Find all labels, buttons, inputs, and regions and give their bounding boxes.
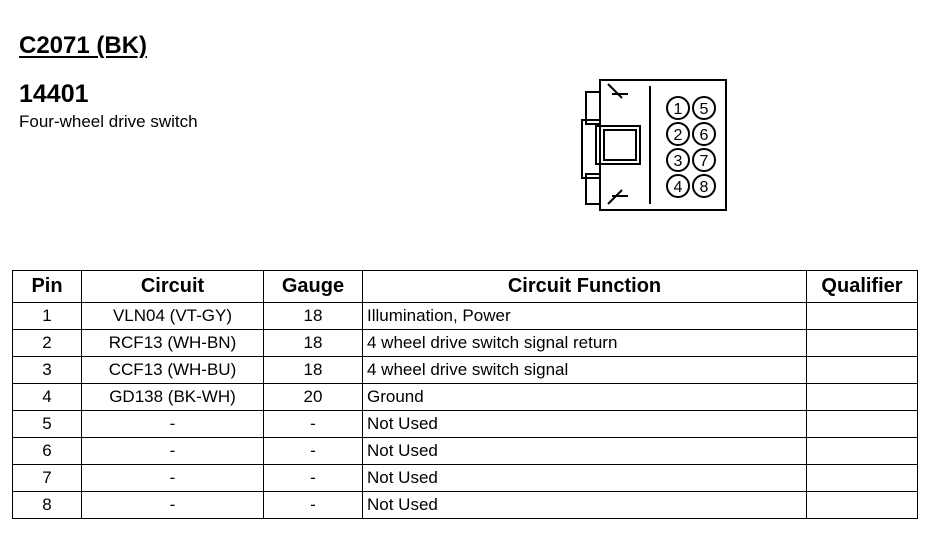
part-number: 14401 — [19, 80, 89, 108]
circuit-cell: GD138 (BK-WH) — [82, 384, 264, 411]
circuit-cell: RCF13 (WH-BN) — [82, 330, 264, 357]
pin-number-label: 4 — [673, 179, 683, 196]
pin-cell: 1 — [13, 303, 82, 330]
pin-cell: 4 — [13, 384, 82, 411]
circuit-cell: - — [82, 411, 264, 438]
function-cell: Not Used — [363, 492, 807, 519]
table-header-row — [13, 271, 918, 303]
pin-cell: 3 — [13, 357, 82, 384]
qualifier-cell — [807, 492, 918, 519]
pin-number-label: 6 — [699, 127, 709, 144]
qualifier-cell — [807, 357, 918, 384]
function-cell: 4 wheel drive switch signal return — [363, 330, 807, 357]
gauge-cell: 18 — [264, 303, 363, 330]
pin-cell: 7 — [13, 465, 82, 492]
circuit-cell: - — [82, 492, 264, 519]
qualifier-cell — [807, 438, 918, 465]
circuit-cell: VLN04 (VT-GY) — [82, 303, 264, 330]
connector-pins — [578, 74, 728, 216]
table-row — [13, 330, 918, 357]
gauge-cell: - — [264, 438, 363, 465]
table-row — [13, 357, 918, 384]
function-cell: Not Used — [363, 411, 807, 438]
connector-id: C2071 (BK) — [19, 32, 148, 59]
gauge-cell: 18 — [264, 357, 363, 384]
pin-cell: 2 — [13, 330, 82, 357]
table-row — [13, 438, 918, 465]
function-cell: Not Used — [363, 438, 807, 465]
component-description: Four-wheel drive switch — [19, 112, 198, 131]
pin-number-label: 5 — [699, 101, 709, 118]
qualifier-cell — [807, 384, 918, 411]
function-cell: Not Used — [363, 465, 807, 492]
pin-number-label: 3 — [673, 153, 683, 170]
column-header-circuit: Circuit — [82, 271, 264, 303]
table-row — [13, 411, 918, 438]
column-header-qualifier: Qualifier — [807, 271, 918, 303]
column-header-gauge: Gauge — [264, 271, 363, 303]
column-header-pin: Pin — [13, 271, 82, 303]
gauge-cell: - — [264, 411, 363, 438]
qualifier-cell — [807, 465, 918, 492]
gauge-cell: - — [264, 492, 363, 519]
qualifier-cell — [807, 411, 918, 438]
pinout-table — [12, 270, 918, 519]
table-row — [13, 384, 918, 411]
pin-cell: 5 — [13, 411, 82, 438]
circuit-cell: - — [82, 465, 264, 492]
pin-number-label: 7 — [699, 153, 709, 170]
circuit-cell: - — [82, 438, 264, 465]
function-cell: 4 wheel drive switch signal — [363, 357, 807, 384]
gauge-cell: - — [264, 465, 363, 492]
pin-cell: 8 — [13, 492, 82, 519]
function-cell: Ground — [363, 384, 807, 411]
table-row — [13, 465, 918, 492]
pin-number-label: 1 — [673, 101, 683, 118]
function-cell: Illumination, Power — [363, 303, 807, 330]
qualifier-cell — [807, 330, 918, 357]
gauge-cell: 20 — [264, 384, 363, 411]
table-row — [13, 492, 918, 519]
circuit-cell: CCF13 (WH-BU) — [82, 357, 264, 384]
pin-number-label: 2 — [673, 127, 683, 144]
column-header-circuit-function: Circuit Function — [363, 271, 807, 303]
table-row — [13, 303, 918, 330]
qualifier-cell — [807, 303, 918, 330]
gauge-cell: 18 — [264, 330, 363, 357]
pin-cell: 6 — [13, 438, 82, 465]
pin-number-label: 8 — [699, 179, 709, 196]
